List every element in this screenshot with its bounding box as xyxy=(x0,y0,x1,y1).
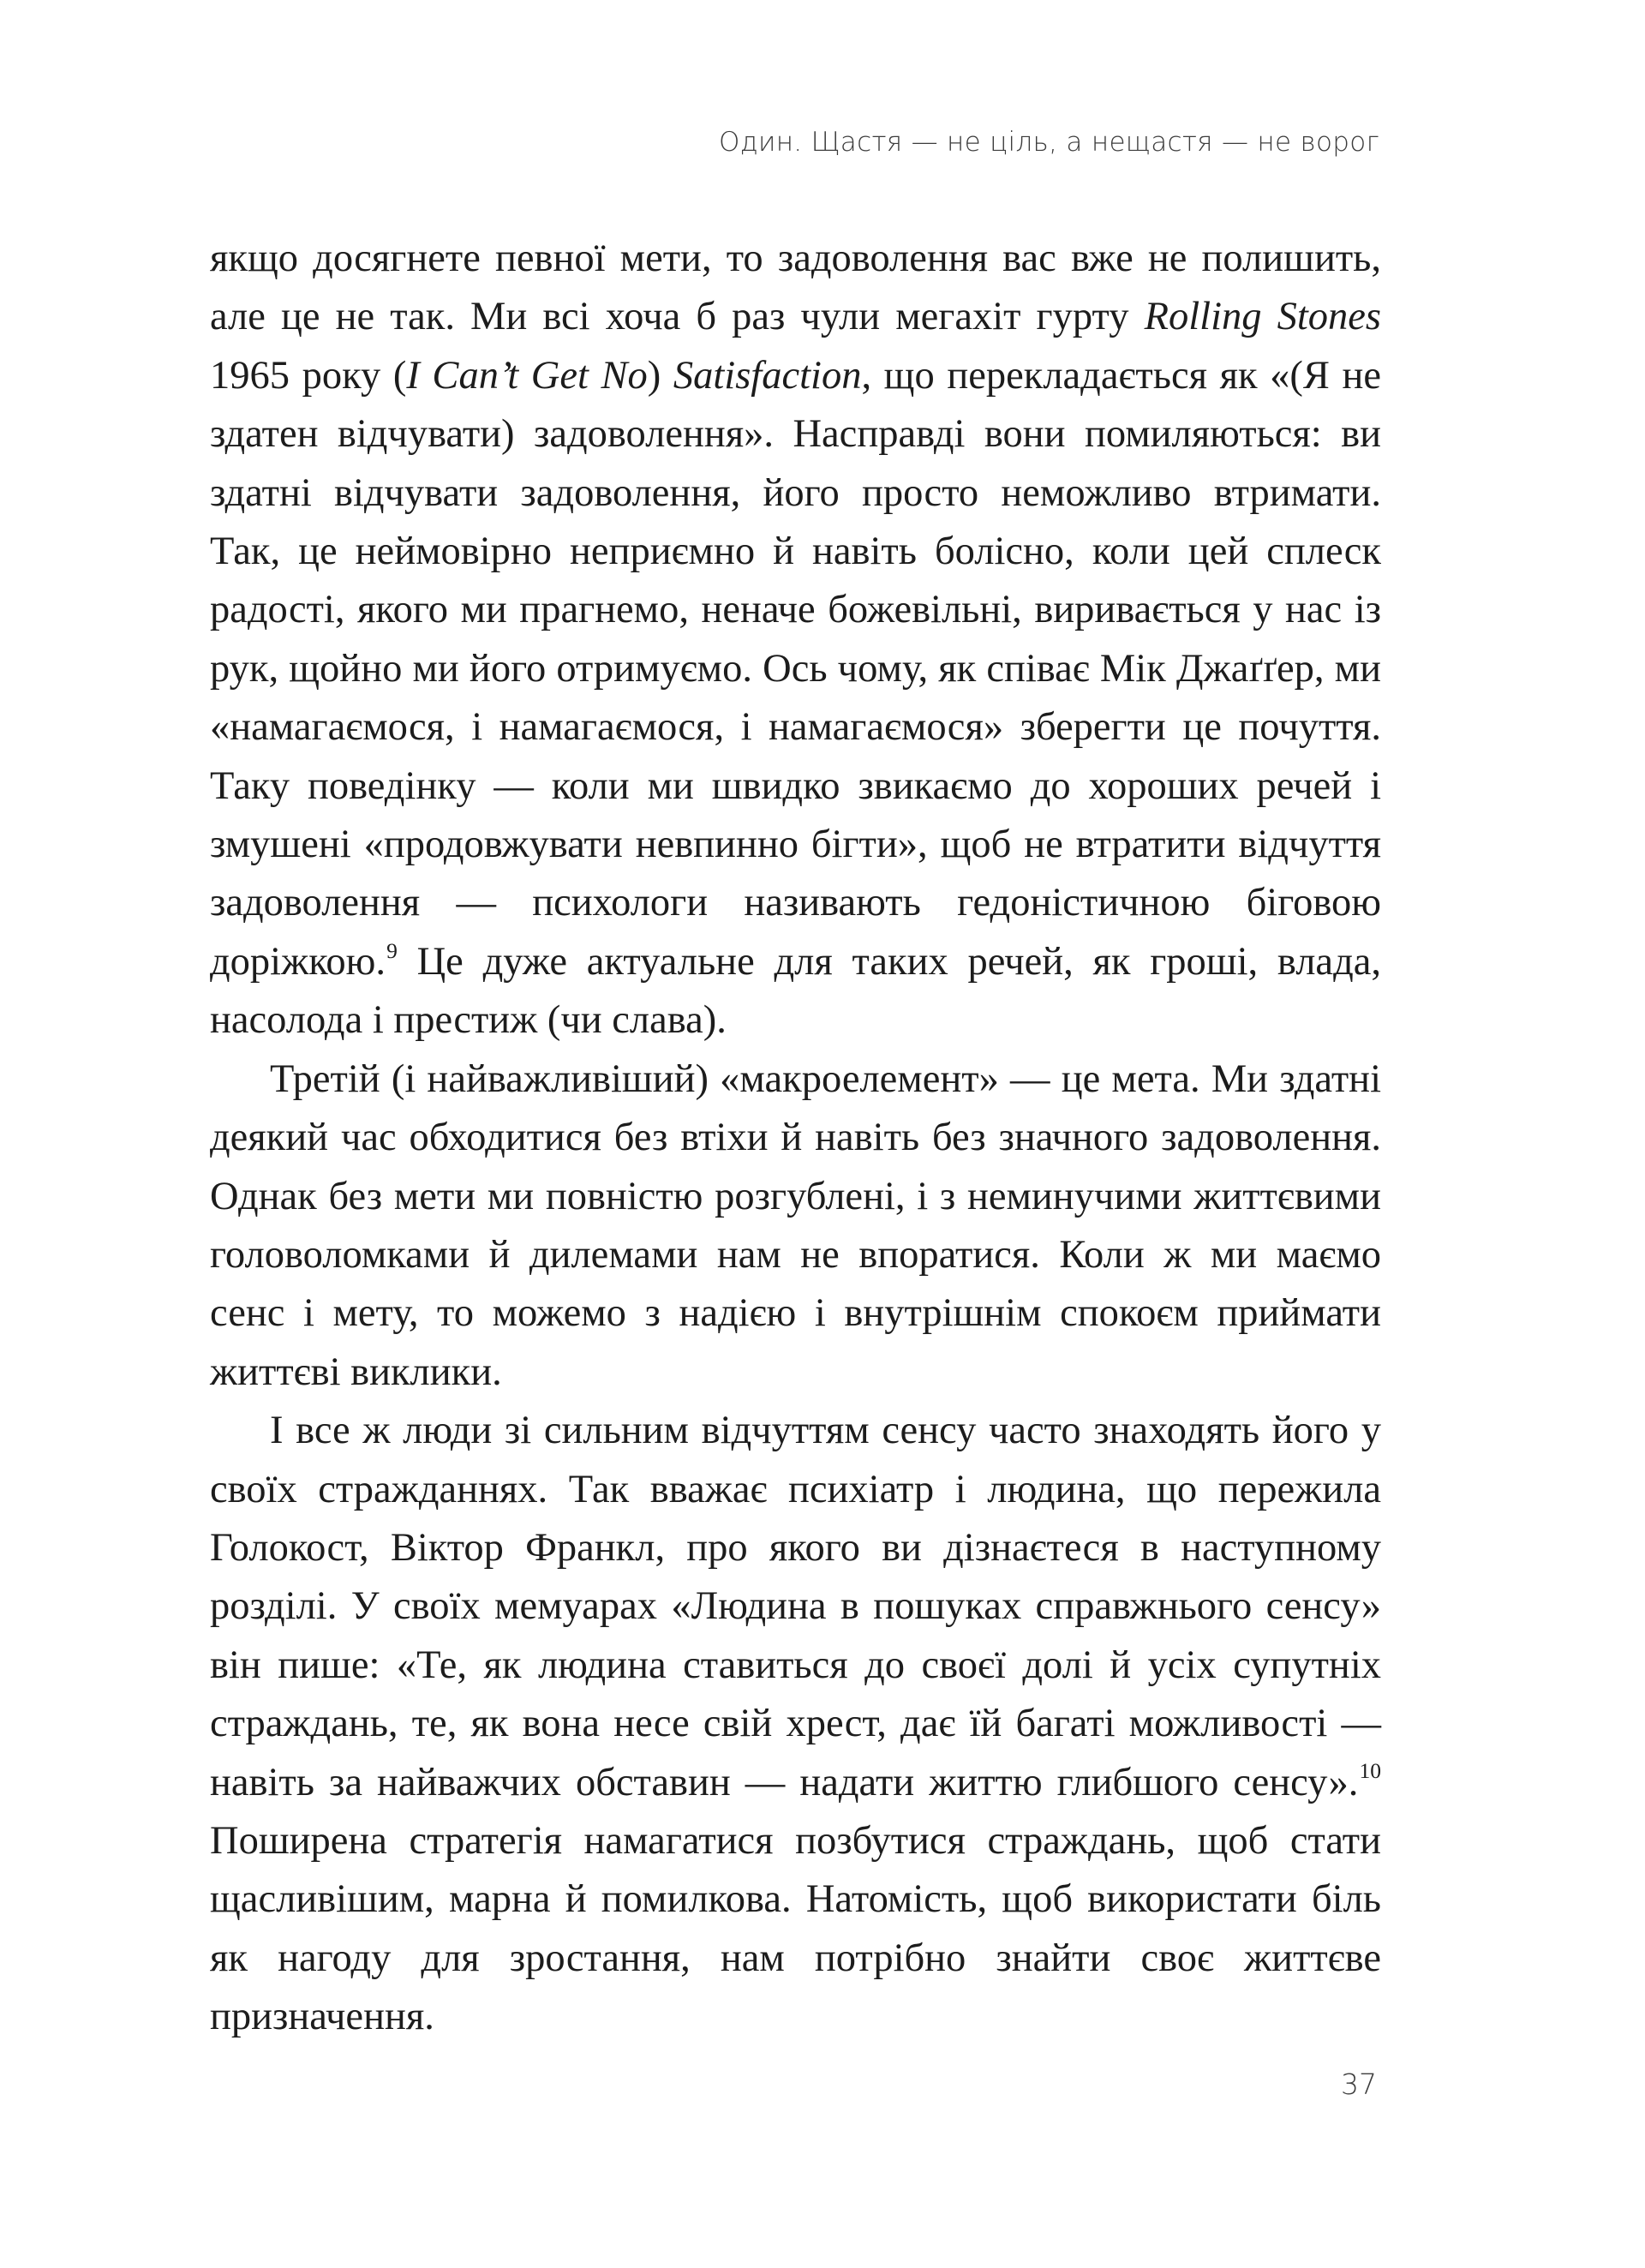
text-run: 1965 року ( xyxy=(210,353,407,398)
footnote-marker: 9 xyxy=(386,937,398,963)
page-number: 37 xyxy=(1341,2068,1377,2101)
paragraph-2: Третій (і найважливіший) «макроелемент» — це мета. Ми здатні деякий час обходитися без втіхи й навіть без значного задоволення. Однак без мети ми повністю розгублені, і з неминучими життєвими головоломками й дилемами нам не впоратися. Коли ж ми маємо сенс і мету, то можемо з надією і внутрішнім спокоєм приймати життєві виклики. xyxy=(210,1056,1381,1394)
italic-band-name: Rolling Stones xyxy=(1144,295,1381,339)
paragraph-3 xyxy=(210,1402,1381,2046)
italic-song-title: Satisfaction xyxy=(673,353,862,398)
text-run: Поширена стратегія намагатися позбутися страждань, щоб стати щасливішим, марна й помилкова. Натомість, щоб використати біль як нагоду для зростання, нам потрібно знайти своє життєве призначення. xyxy=(210,1818,1381,2039)
text-run: Це дуже актуальне для таких речей, як гроші, влада, насолода і престиж (чи слава). xyxy=(210,939,1381,1043)
italic-song-title-part: I Can’t Get No xyxy=(406,353,648,398)
footnote-marker: 10 xyxy=(1359,1758,1381,1784)
running-header: Один. Щастя — не ціль, а нещастя — не ворог xyxy=(719,127,1379,158)
body-text xyxy=(210,230,1381,2047)
text-run: , що перекладається як «(Я не здатен відчувати) задоволення». Насправді вони помиляються: ви здатні відчувати задоволення, його просто неможливо втримати. Так, це неймовірно неприємно й навіть болісно, коли цей сплеск радості, якого ми прагнемо, неначе божевільні, виривається у нас із рук, щойно ми його отримуємо. Ось чому, як співає Мік Джаґґер, ми «намагаємося, і намагаємося, і намагаємося» зберегти це почуття. Таку поведінку — коли ми швидко звикаємо до хороших речей і змушені «продовжувати невпинно бігти», щоб не втратити відчуття задоволення — психологи називають гедоністичною біговою доріжкою. xyxy=(210,353,1382,984)
text-run: якщо досягнете певної мети, то задоволення вас вже не полишить, але це не так. Ми всі хоча б раз чули мегахіт гурту xyxy=(210,236,1381,339)
text-run: І все ж люди зі сильним відчуттям сенсу часто знаходять його у своїх стражданнях. Так вважає психіатр і людина, що пережила Голокост, Віктор Франкл, про якого ви дізнаєтеся в наступному розділі. У своїх мемуарах «Людина в пошуках справжнього сенсу» він пише: «Те, як людина ставиться до своєї долі й усіх супутніх страждань, те, як вона несе свій хрест, дає їй багаті можливості — навіть за найважчих обставин — надати життю глибшого сенсу». xyxy=(210,1409,1381,1804)
paragraph-1 xyxy=(210,230,1381,1050)
text-run: ) xyxy=(647,353,673,398)
